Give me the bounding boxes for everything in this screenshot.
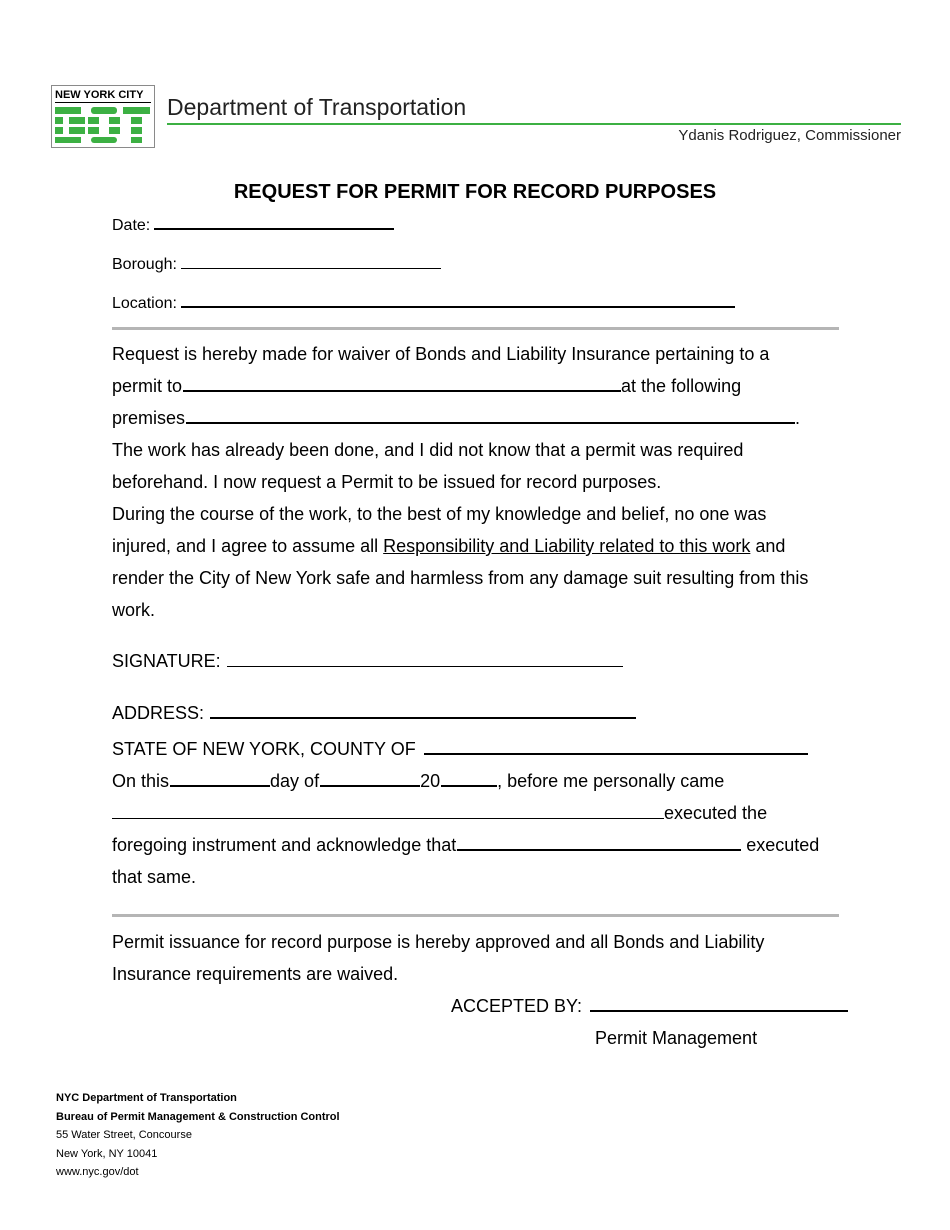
request-line-9: work.	[112, 600, 156, 620]
date-field[interactable]	[154, 227, 394, 230]
footer-city: New York, NY 10041	[56, 1147, 158, 1160]
executed-row	[112, 797, 819, 829]
footer-street: 55 Water Street, Concourse	[56, 1129, 192, 1141]
footer-bureau: Bureau of Permit Management & Construction Control	[56, 1110, 340, 1123]
request-line-6: During the course of the work, to the best of my knowledge and belief, no one was	[112, 504, 767, 524]
footer-org: NYC Department of Transportation	[56, 1092, 237, 1104]
permit-to-label: permit to	[112, 376, 183, 396]
that-same-row: that same.	[112, 867, 197, 887]
year-field[interactable]	[441, 784, 497, 787]
accepted-by-field[interactable]	[590, 1009, 848, 1012]
on-this-row	[112, 765, 819, 797]
section-divider-bottom	[112, 914, 839, 917]
notary-block	[112, 733, 819, 893]
location-label: Location:	[112, 295, 177, 312]
accepted-by-row	[451, 990, 848, 1022]
request-line-4: The work has already been done, and I did not know that a permit was required	[112, 440, 744, 460]
signature-field[interactable]	[227, 665, 623, 667]
dot-logo-graphic	[55, 105, 151, 145]
state-county-label: STATE OF NEW YORK, COUNTY OF	[112, 739, 416, 759]
request-text	[112, 338, 808, 626]
section-divider-top	[112, 327, 839, 330]
foregoing-text: foregoing instrument and acknowledge that	[112, 835, 457, 855]
executed-text: executed	[741, 835, 820, 855]
premises-field[interactable]	[186, 421, 795, 424]
address-label: ADDRESS:	[112, 703, 205, 723]
nyc-dot-logo	[51, 85, 155, 148]
commissioner-name: Ydanis Rodriguez, Commissioner	[678, 127, 901, 144]
department-title: Department of Transportation	[167, 94, 467, 120]
line7-pre: injured, and I agree to assume all	[112, 536, 384, 556]
at-following-text: at the following	[621, 376, 742, 396]
address-row	[112, 697, 636, 729]
premises-label: premises	[112, 408, 186, 428]
county-field[interactable]	[424, 752, 808, 755]
approval-line-2: Insurance requirements are waived.	[112, 964, 399, 984]
responsibility-liability-text: Responsibility and Liability related to this work	[383, 536, 751, 556]
on-this-label: On this	[112, 771, 170, 791]
approval-line-1: Permit issuance for record purpose is hereby approved and all Bonds and Liability	[112, 932, 765, 952]
footer-website[interactable]: www.nyc.gov/dot	[56, 1166, 139, 1178]
address-field[interactable]	[210, 716, 636, 719]
date-label: Date:	[112, 217, 151, 234]
person-name-field[interactable]	[112, 817, 664, 819]
footer-address	[56, 1089, 340, 1182]
request-line-3	[112, 402, 808, 434]
request-line-1: Request is hereby made for waiver of Bonds and Liability Insurance pertaining to a	[112, 344, 770, 364]
before-me-text: , before me personally came	[497, 771, 725, 791]
county-row	[112, 733, 819, 765]
form-title: REQUEST FOR PERMIT FOR RECORD PURPOSES	[233, 181, 717, 203]
request-line-2	[112, 370, 808, 402]
day-of-label: day of	[270, 771, 320, 791]
request-line-7	[112, 530, 808, 562]
location-field[interactable]	[181, 305, 735, 308]
approval-text	[112, 926, 764, 990]
permit-to-field[interactable]	[183, 389, 621, 392]
location-row	[112, 295, 735, 313]
premises-period: .	[795, 408, 801, 428]
signature-label: SIGNATURE:	[112, 651, 221, 671]
month-field[interactable]	[320, 784, 420, 787]
line7-post: and	[750, 536, 786, 556]
request-line-8: render the City of New York safe and harmless from any damage suit resulting from this	[112, 568, 809, 588]
foregoing-row	[112, 829, 819, 861]
borough-field[interactable]	[181, 267, 441, 269]
year-prefix: 20	[420, 771, 441, 791]
executed-the-text: executed the	[664, 803, 768, 823]
acknowledger-field[interactable]	[457, 848, 741, 851]
date-row	[112, 217, 394, 235]
borough-row	[112, 256, 441, 274]
accepted-by-label: ACCEPTED BY:	[451, 996, 583, 1016]
request-line-5: beforehand. I now request a Permit to be issued for record purposes.	[112, 472, 662, 492]
permit-management-label: Permit Management	[595, 1028, 758, 1048]
borough-label: Borough:	[112, 256, 177, 273]
signature-row	[112, 645, 623, 677]
header-divider	[167, 123, 901, 125]
day-field[interactable]	[170, 784, 270, 787]
logo-bottom-text: DOT	[55, 105, 58, 106]
logo-top-text: NEW YORK CITY	[55, 88, 151, 103]
